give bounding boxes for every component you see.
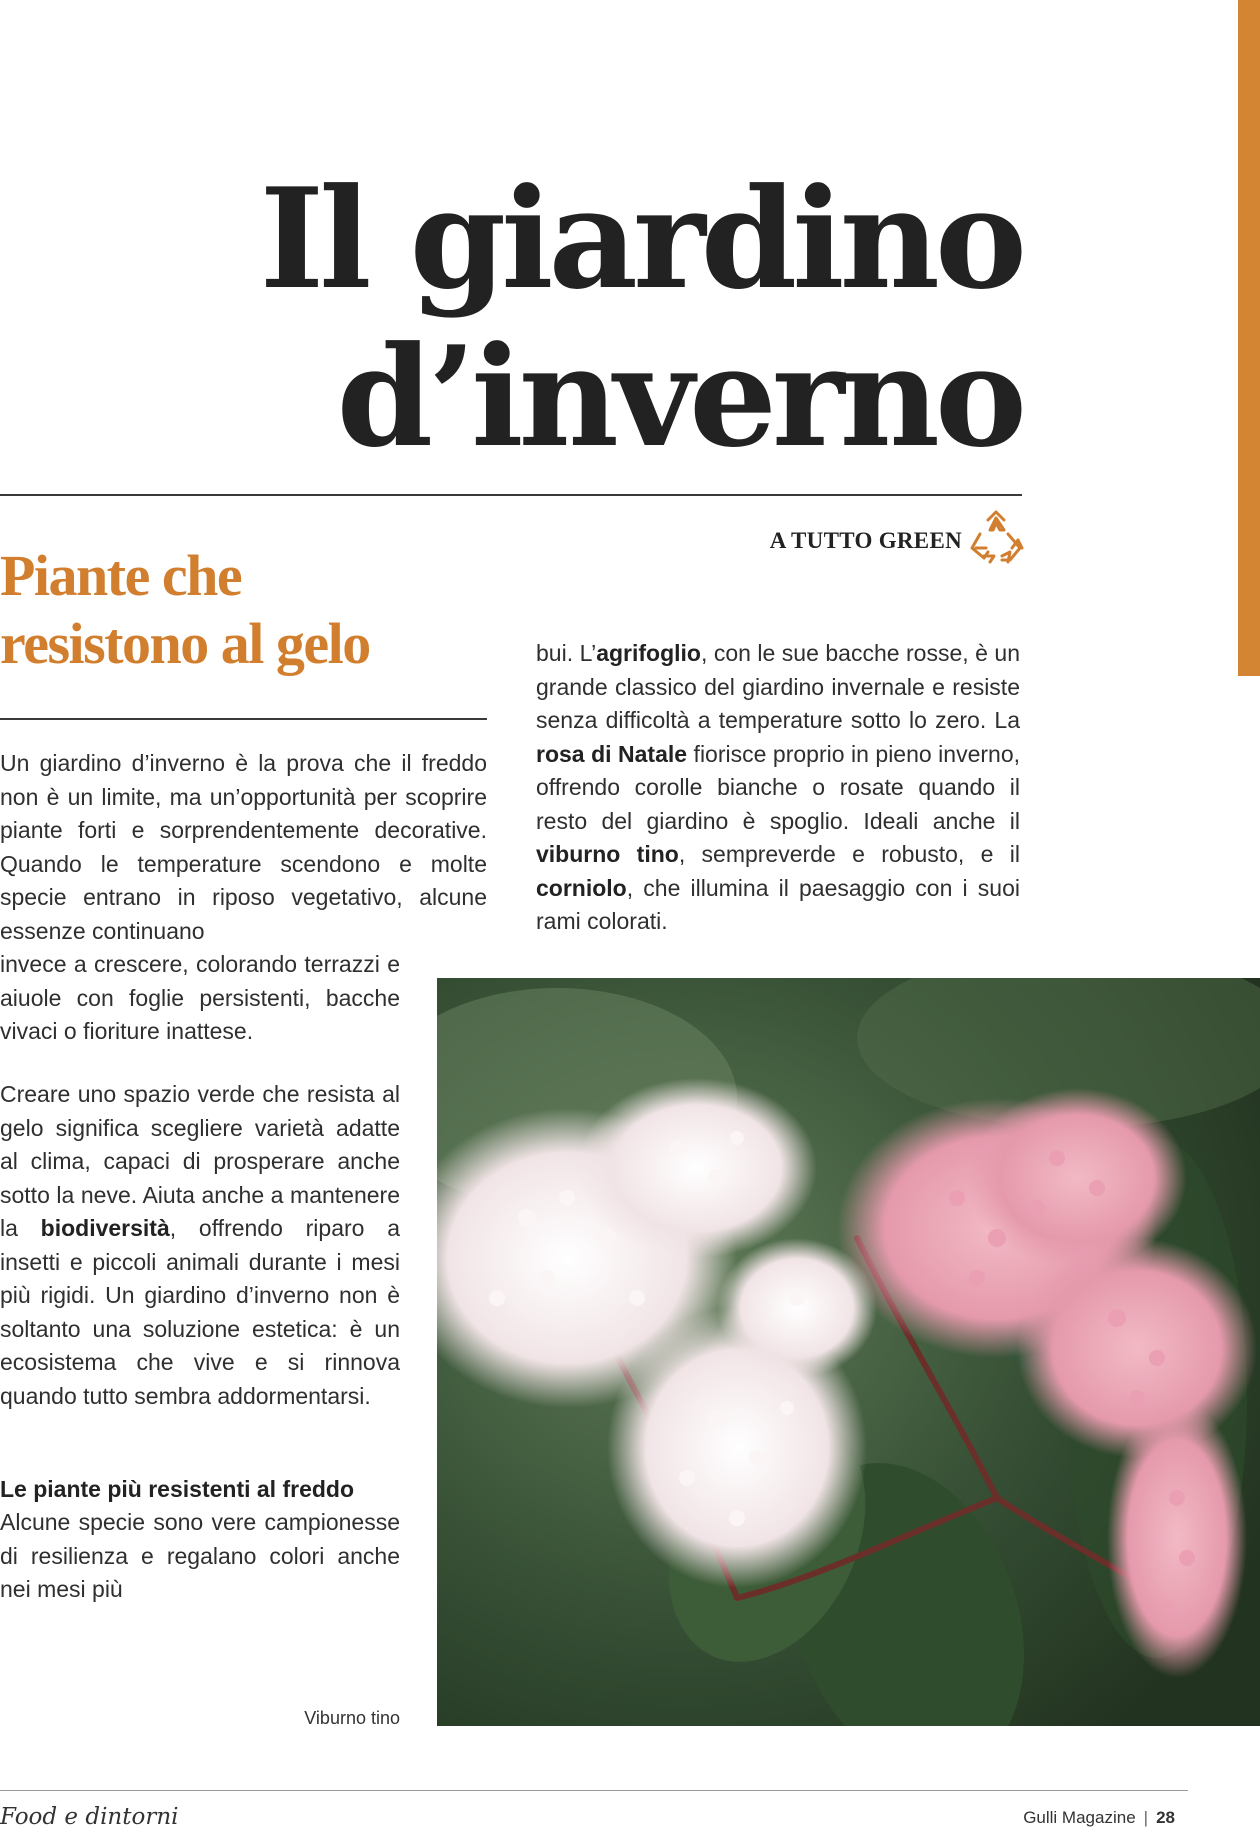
photo-caption: Viburno tino: [304, 1708, 400, 1728]
article-subtitle-line2: resistono al gelo: [0, 611, 370, 676]
footer-divider: [0, 1790, 1188, 1791]
col2-text-b: , con le sue bacche rosse, è un grande classico del giardino invernale e resiste senza difficoltà a temperature sotto lo zero. La: [536, 640, 1020, 733]
paragraph-2: [0, 1078, 400, 1413]
keyword-corniolo: corniolo: [536, 874, 627, 901]
article-subtitle-line1: Piante che: [0, 543, 242, 608]
paragraph-2-text-a: Creare uno spazio verde che resista al gelo significa scegliere varietà adatte al clima, capaci di prosperare anche sotto la neve. Aiuta anche a mantenere la: [0, 1081, 400, 1241]
section-tag: A TUTTO GREEN: [769, 528, 962, 553]
keyword-biodiversita: biodiversità: [40, 1215, 170, 1241]
paragraph-2-text-b: , offrendo riparo a insetti e piccoli animali durante i mesi più rigidi. Un giardino d’inverno non è soltanto una soluzione estetica: è un ecosistema che vive e si rinnova quando tutto sembra addormentarsi.: [0, 1215, 400, 1409]
section-subhead: Le piante più resistenti al freddo: [0, 1476, 355, 1502]
footer-section-name: Food e dintorni: [0, 1804, 179, 1830]
page-number: 28: [1156, 1808, 1175, 1827]
keyword-rosa-di-natale: rosa di Natale: [536, 740, 688, 767]
paragraph-1b: invece a crescere, colorando terrazzi e aiuole con foglie persistenti, bacche vivaci o fioriture inattese.: [0, 951, 400, 1044]
accent-bar: [1238, 0, 1260, 676]
article-title-line2: d’inverno: [336, 315, 1022, 478]
col2-text-e: , che illumina il paesaggio con i suoi rami colorati.: [536, 874, 1020, 934]
viburnum-photo: [437, 978, 1260, 1726]
footer-magazine-name: Gulli Magazine: [1023, 1808, 1136, 1827]
col2-text-d: , sempreverde e robusto, e il: [678, 841, 1020, 867]
keyword-agrifoglio: agrifoglio: [596, 640, 701, 666]
article-subtitle: [0, 542, 500, 678]
footer-page-info: [1023, 1808, 1175, 1828]
footer-separator: |: [1143, 1808, 1149, 1827]
col2-text-c: fiorisce proprio in pieno inverno, offrendo corolle bianche o rosate quando il resto del giardino è spoglio. Ideali anche il: [536, 740, 1020, 834]
divider-top: [0, 494, 1022, 496]
article-title: [122, 157, 1022, 478]
recycle-icon: [966, 508, 1026, 568]
divider-subtitle: [0, 718, 487, 720]
article-title-line1: Il giardino: [259, 157, 1022, 320]
keyword-viburno-tino: viburno tino: [536, 841, 679, 867]
paragraph-1a: Un giardino d’inverno è la prova che il freddo non è un limite, ma un’opportunità per scoprire piante forti e sorprendentemente decorative. Quando le temperature scendono e molte specie entrano in riposo vegetativo, alcune essenze continuano: [0, 750, 487, 944]
paragraph-column2: [536, 637, 1020, 939]
paragraph-3: Alcune specie sono vere campionesse di resilienza e regalano colori anche nei mesi più: [0, 1509, 400, 1602]
col2-text-a: bui. L’: [536, 640, 597, 666]
